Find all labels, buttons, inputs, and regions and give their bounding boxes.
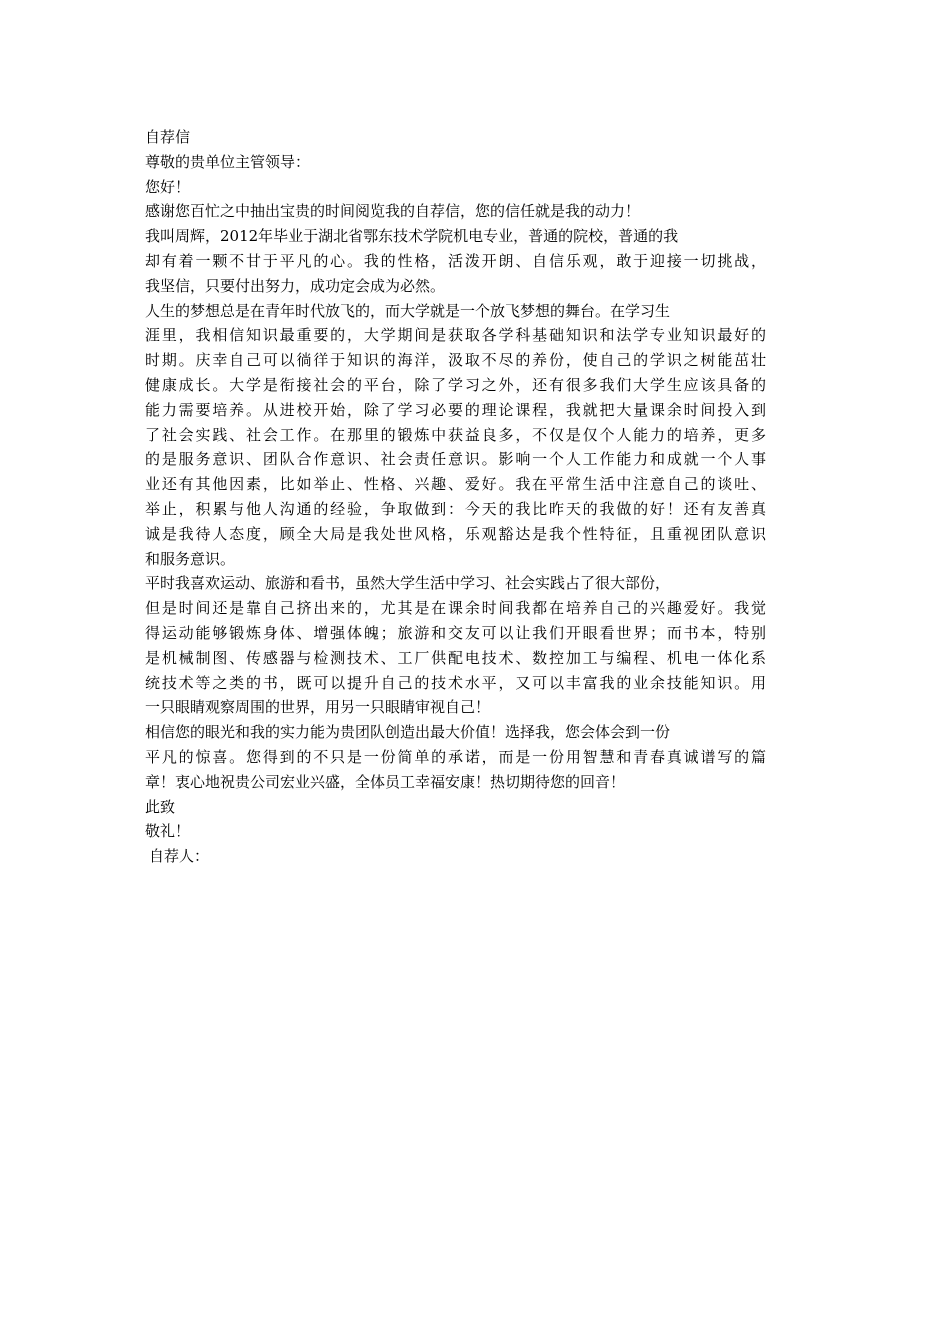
letter-line: 得运动能够锻炼身体、增强体魄；旅游和交友可以让我们开眼看世界；而书本，特别 bbox=[145, 623, 766, 642]
letter-closing-1: 此致 bbox=[145, 797, 176, 816]
letter-line: 我坚信，只要付出努力，成功定会成为必然。 bbox=[145, 276, 446, 295]
letter-line: 一只眼睛观察周围的世界，用另一只眼睛审视自己！ bbox=[145, 698, 491, 717]
letter-greeting: 您好！ bbox=[145, 177, 191, 196]
letter-line: 但是时间还是靠自己挤出来的，尤其是在课余时间我都在培养自己的兴趣爱好。我觉 bbox=[145, 599, 766, 618]
letter-line: 能力需要培养。从进校开始，除了学习必要的理论课程，我就把大量课余时间投入到 bbox=[145, 400, 766, 419]
letter-line: 和服务意识。 bbox=[145, 549, 236, 568]
letter-line: 人生的梦想总是在青年时代放飞的，而大学就是一个放飞梦想的舞台。在学习生 bbox=[145, 301, 671, 320]
letter-line: 平凡的惊喜。您得到的不只是一份简单的承诺，而是一份用智慧和青春真诚谱写的篇 bbox=[145, 747, 766, 766]
letter-line: 时期。庆幸自己可以徜徉于知识的海洋，汲取不尽的养份，使自己的学识之树能茁壮 bbox=[145, 351, 766, 370]
letter-line: 我叫周辉，2012年毕业于湖北省鄂东技术学院机电专业，普通的院校，普通的我 bbox=[145, 227, 679, 246]
letter-line: 涯里，我相信知识最重要的，大学期间是获取各学科基础知识和法学专业知识最好的 bbox=[145, 326, 766, 345]
letter-line: 举止，积累与他人沟通的经验，争取做到：今天的我比昨天的我做的好！还有友善真 bbox=[145, 499, 766, 518]
letter-line: 了社会实践、社会工作。在那里的锻炼中获益良多，不仅是仅个人能力的培养，更多 bbox=[145, 425, 766, 444]
letter-signature: 自荐人： bbox=[149, 847, 210, 866]
letter-body bbox=[145, 125, 766, 869]
letter-line: 统技术等之类的书，既可以提升自己的技术水平，又可以丰富我的业余技能知识。用 bbox=[145, 673, 766, 692]
letter-title: 自荐信 bbox=[145, 128, 191, 146]
letter-line: 章！衷心地祝贵公司宏业兴盛，全体员工幸福安康！热切期待您的回音！ bbox=[145, 772, 626, 791]
letter-line: 相信您的眼光和我的实力能为贵团队创造出最大价值！选择我，您会体会到一份 bbox=[145, 723, 671, 742]
letter-line: 健康成长。大学是衔接社会的平台，除了学习之外，还有很多我们大学生应该具备的 bbox=[145, 375, 766, 394]
letter-closing-2: 敬礼！ bbox=[145, 822, 191, 841]
letter-line: 感谢您百忙之中抽出宝贵的时间阅览我的自荐信，您的信任就是我的动力！ bbox=[145, 202, 641, 221]
letter-paragraphs bbox=[145, 199, 766, 794]
letter-line: 诚是我待人态度，顾全大局是我处世风格，乐观豁达是我个性特征，且重视团队意识 bbox=[145, 524, 766, 543]
letter-line: 平时我喜欢运动、旅游和看书，虽然大学生活中学习、社会实践占了很大部份， bbox=[145, 574, 671, 593]
letter-salutation: 尊敬的贵单位主管领导： bbox=[145, 152, 311, 171]
letter-line: 的是服务意识、团队合作意识、社会责任意识。影响一个人工作能力和成就一个人事 bbox=[145, 450, 766, 469]
letter-line: 是机械制图、传感器与检测技术、工厂供配电技术、数控加工与编程、机电一体化系 bbox=[145, 648, 766, 667]
letter-line: 却有着一颗不甘于平凡的心。我的性格，活泼开朗、自信乐观，敢于迎接一切挑战， bbox=[145, 251, 766, 270]
letter-line: 业还有其他因素，比如举止、性格、兴趣、爱好。我在平常生活中注意自己的谈吐、 bbox=[145, 475, 766, 494]
